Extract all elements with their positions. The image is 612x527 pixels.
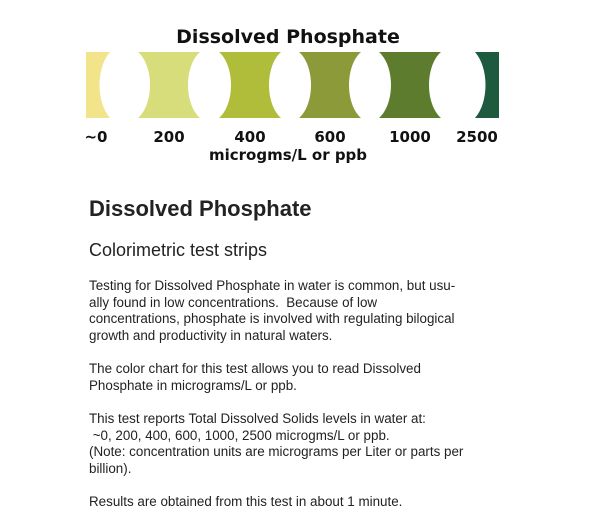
color-chart-swatches [0, 52, 612, 118]
swatch-label-0: ~0 [84, 128, 108, 146]
paragraph-line: This test reports Total Dissolved Solids levels in water at: [89, 411, 426, 426]
paragraph-line: Testing for Dissolved Phosphate in water is common, but usu- [89, 278, 456, 293]
swatch-label-4: 1000 [389, 128, 431, 146]
swatch-3 [299, 52, 361, 118]
color-chart-title: Dissolved Phosphate [176, 26, 400, 48]
paragraph-line: ally found in low concentrations. Because of low [89, 294, 378, 310]
swatch-shape-0 [86, 52, 110, 118]
swatch-5 [459, 52, 499, 118]
paragraph-line: concentrations, phosphate is involved with regulating bilogical [89, 311, 455, 326]
document-title: Dissolved Phosphate [89, 196, 312, 221]
swatch-1 [138, 52, 200, 118]
paragraph-line: billion). [89, 460, 132, 476]
paragraph-levels [89, 411, 489, 477]
swatch-label-3: 600 [314, 128, 346, 146]
paragraph-results [89, 494, 489, 511]
swatch-shape-1 [138, 52, 200, 118]
swatch-0 [86, 52, 126, 118]
swatch-label-5: 2500 [456, 128, 498, 146]
units-label: microgms/L or ppb [208, 146, 368, 164]
paragraph-line: The color chart for this test allows you to read Dissolved [89, 361, 421, 376]
swatch-shape-4 [379, 52, 441, 118]
document-body [89, 196, 489, 511]
swatch-shape-2 [219, 52, 281, 118]
paragraph-line: Results are obtained from this test in about 1 minute. [89, 494, 403, 509]
paragraph-intro [89, 278, 489, 344]
paragraph-color-chart [89, 361, 489, 394]
paragraph-line: ~0, 200, 400, 600, 1000, 2500 microgms/L or ppb. [89, 427, 390, 443]
swatch-label-1: 200 [153, 128, 185, 146]
paragraph-line: Phosphate in micrograms/L or ppb. [89, 377, 297, 393]
document-subtitle: Colorimetric test strips [89, 240, 268, 260]
swatch-2 [219, 52, 281, 118]
paragraph-line: (Note: concentration units are micrograms per Liter or parts per [89, 444, 464, 459]
swatch-shape-3 [299, 52, 361, 118]
swatch-shape-5 [475, 52, 499, 118]
swatch-4 [379, 52, 441, 118]
swatch-label-2: 400 [234, 128, 266, 146]
paragraph-line: growth and productivity in natural waters. [89, 327, 333, 343]
